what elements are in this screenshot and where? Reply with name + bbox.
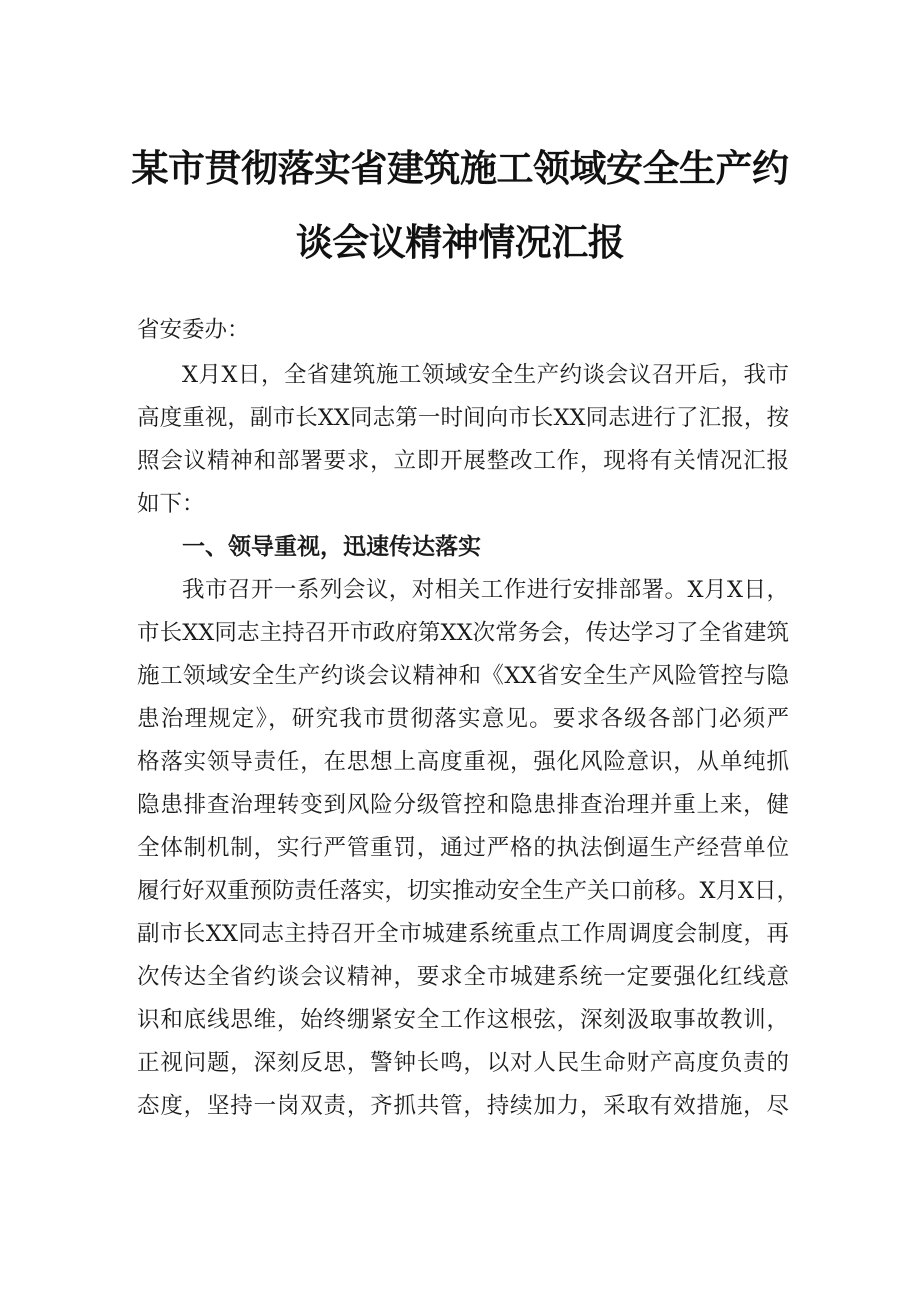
body-line: 识和底线思维，始终绷紧安全工作这根弦，深刻汲取事故教训， <box>137 1007 789 1033</box>
body-line: 我市召开一系列会议，对相关工作进行安排部署。X月X日， <box>182 577 789 603</box>
body-line: 副市长XX同志主持召开全市城建系统重点工作周调度会制度，再 <box>137 921 789 947</box>
body-line: 全体制机制，实行严管重罚，通过严格的执法倒逼生产经营单位 <box>137 835 789 861</box>
body-line: 态度，坚持一岗双责，齐抓共管，持续加力，采取有效措施，尽 <box>137 1093 789 1119</box>
body-line: 格落实领导责任，在思想上高度重视，强化风险意识，从单纯抓 <box>137 749 789 775</box>
body-line: 正视问题，深刻反思，警钟长鸣，以对人民生命财产高度负责的 <box>137 1050 789 1076</box>
body-line: 患治理规定》，研究我市贯彻落实意见。要求各级各部门必须严 <box>137 706 789 732</box>
intro-line: 照会议精神和部署要求，立即开展整改工作，现将有关情况汇报 <box>137 448 789 474</box>
body-line: 次传达全省约谈会议精神，要求全市城建系统一定要强化红线意 <box>137 964 789 990</box>
body-line: 市长XX同志主持召开市政府第XX次常务会，传达学习了全省建筑 <box>137 620 789 646</box>
intro-line: 高度重视，副市长XX同志第一时间向市长XX同志进行了汇报，按 <box>137 405 789 431</box>
intro-line: X月X日，全省建筑施工领域安全生产约谈会议召开后，我市 <box>182 362 789 388</box>
body-line: 施工领域安全生产约谈会议精神和《XX省安全生产风险管控与隐 <box>137 663 789 689</box>
document-title-line-1: 某市贯彻落实省建筑施工领域安全生产约 <box>131 147 789 190</box>
section-heading: 一、领导重视，迅速传达落实 <box>182 533 481 560</box>
document-title-line-2: 谈会议精神情况汇报 <box>295 221 625 264</box>
salutation: 省安委办： <box>137 317 250 343</box>
intro-line: 如下： <box>137 491 205 517</box>
body-line: 履行好双重预防责任落实，切实推动安全生产关口前移。X月X日， <box>137 878 800 904</box>
body-line: 隐患排查治理转变到风险分级管控和隐患排查治理并重上来，健 <box>137 792 789 818</box>
